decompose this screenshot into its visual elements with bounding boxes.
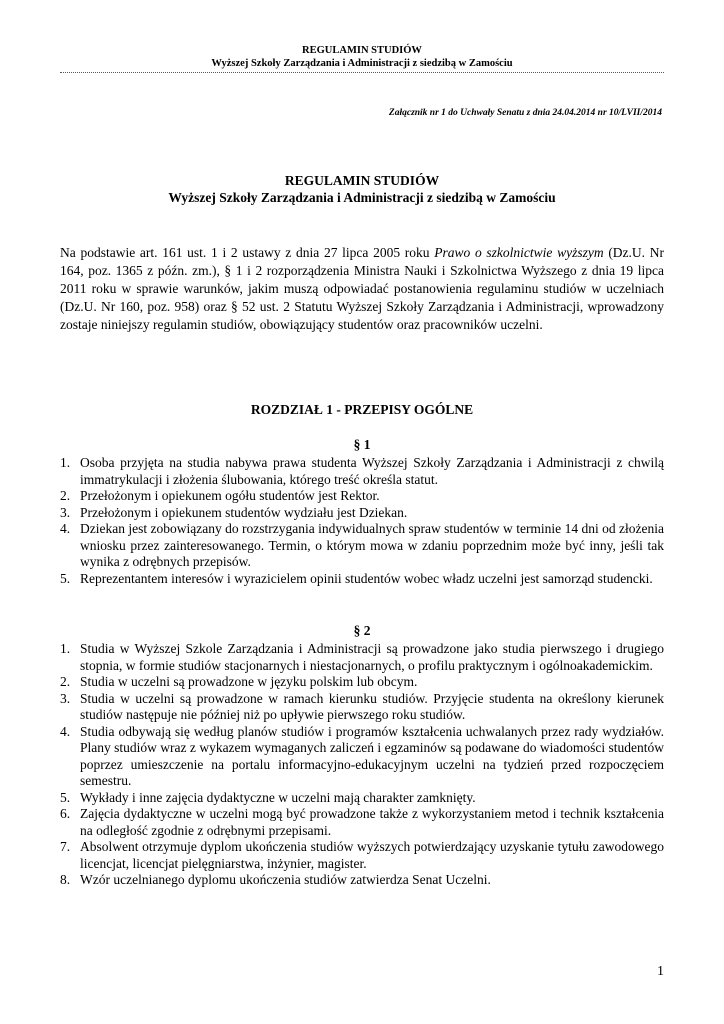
item-text: Osoba przyjęta na studia nabywa prawa studenta Wyższej Szkoły Zarządzania i Administracji z chwilą immatrykulacji i złożenia ślubowania, którego treść określa statut. — [80, 455, 664, 487]
item-number: 5. — [60, 570, 71, 586]
list-item — [60, 455, 664, 488]
intro-text-start: Na podstawie art. 161 ust. 1 i 2 ustawy z dnia 27 lipca 2005 roku — [60, 245, 435, 260]
page-number: 1 — [657, 964, 664, 979]
document-title — [60, 172, 664, 206]
item-text: Przełożonym i opiekunem studentów wydziału jest Dziekan. — [80, 504, 408, 520]
section-2-list — [60, 641, 664, 889]
list-item — [60, 571, 664, 588]
item-text: Przełożonym i opiekunem ogółu studentów jest Rektor. — [80, 488, 380, 503]
section-1-list — [60, 455, 664, 587]
intro-act-title: Prawo o szkolnictwie wyższym — [434, 245, 604, 260]
item-text: Studia w uczelni są prowadzone w ramach kierunku studiów. Przyjęcie studenta na określony kierunek studiów następuje nie później niż po upływie pierwszego roku studiów. — [80, 690, 664, 722]
attachment-note: Załącznik nr 1 do Uchwały Senatu z dnia 24.04.2014 nr 10/LVII/2014 — [388, 108, 662, 118]
item-number: 4. — [60, 723, 71, 739]
list-item — [60, 691, 664, 724]
list-item — [60, 790, 664, 807]
running-header-subtitle: Wyższej Szkoły Zarządzania i Administracji z siedzibą w Zamościu — [211, 58, 513, 69]
item-number: 6. — [60, 806, 71, 821]
item-text: Absolwent otrzymuje dyplom ukończenia studiów wyższych potwierdzający uzyskanie tytułu zawodowego licencjat, licencjat pielęgniarstwa, inżynier, magister. — [80, 839, 664, 871]
running-header-title: REGULAMIN STUDIÓW — [302, 45, 422, 56]
intro-paragraph — [60, 244, 664, 334]
section-2-heading: § 2 — [353, 623, 371, 638]
document-title-line2: Wyższej Szkoły Zarządzania i Administracji z siedzibą w Zamościu — [168, 190, 556, 205]
list-item — [60, 641, 664, 674]
item-number: 4. — [60, 521, 71, 536]
item-number: 7. — [60, 839, 71, 854]
list-item — [60, 674, 664, 691]
item-number: 2. — [60, 674, 71, 689]
item-text: Dziekan jest zobowiązany do rozstrzygania indywidualnych spraw studentów w terminie 14 dni od złożenia wniosku przez zainteresowanego. Termin, o którym mowa w zdaniu poprzednim może być inny, jeśli tak wynika z odrębnych przepisów. — [80, 521, 664, 569]
item-text: Studia w uczelni są prowadzone w języku polskim lub obcym. — [80, 674, 418, 689]
item-text: Studia odbywają się według planów studiów i programów kształcenia uchwalanych przez rady wydziałów. Plany studiów wraz z wykazem wymaganych zaliczeń i egzaminów są podawane do wiadomości studentów poprzez umieszczenie na portalu informacyjno-edukacyjnym uczelni na tydzień przed rozpoczęciem semestru. — [80, 723, 664, 788]
item-text: Wzór uczelnianego dyplomu ukończenia studiów zatwierdza Senat Uczelni. — [80, 872, 491, 887]
list-item — [60, 505, 664, 522]
list-item — [60, 872, 664, 889]
document-title-line1: REGULAMIN STUDIÓW — [284, 173, 440, 188]
item-text: Reprezentantem interesów i wyrazicielem opinii studentów wobec władz uczelni jest samorząd studencki. — [80, 570, 653, 586]
section-1-heading: § 1 — [353, 437, 371, 452]
item-number: 2. — [60, 488, 71, 503]
running-header — [60, 44, 664, 70]
item-number: 8. — [60, 872, 71, 887]
list-item — [60, 521, 664, 571]
item-number: 1. — [60, 641, 71, 656]
chapter-title: ROZDZIAŁ 1 - PRZEPISY OGÓLNE — [250, 402, 474, 417]
item-number: 3. — [60, 504, 71, 520]
item-text: Wykłady i inne zajęcia dydaktyczne w uczelni mają charakter zamknięty. — [80, 789, 476, 805]
item-number: 1. — [60, 455, 71, 470]
list-item — [60, 806, 664, 839]
list-item — [60, 839, 664, 872]
item-number: 5. — [60, 789, 71, 805]
list-item — [60, 488, 664, 505]
intro-text-end: (Dz.U. Nr 164, poz. 1365 z późn. zm.), § 1 i 2 rozporządzenia Ministra Nauki i Szkolnictwa Wyższego z dnia 19 lipca 2011 roku w sprawie warunków, jakim muszą odpowiadać postanowienia regulaminu studiów w uczelniach (Dz.U. Nr 160, poz. 958) oraz § 52 ust. 2 Statutu Wyższej Szkoły Zarządzania i Administracji, wprowadzony zostaje niniejszy regulamin studiów, obowiązujący studentów oraz pracowników uczelni. — [60, 245, 664, 332]
item-text: Studia w Wyższej Szkole Zarządzania i Administracji są prowadzone jako studia pierwszego i drugiego stopnia, w formie studiów stacjonarnych i niestacjonarnych, o profilu praktycznym i ogólnoakademickim. — [80, 641, 664, 673]
header-divider — [60, 72, 664, 73]
list-item — [60, 724, 664, 790]
item-number: 3. — [60, 690, 71, 706]
item-text: Zajęcia dydaktyczne w uczelni mogą być prowadzone także z wykorzystaniem metod i technik kształcenia na odległość zgodnie z odrębnymi przepisami. — [80, 806, 664, 838]
